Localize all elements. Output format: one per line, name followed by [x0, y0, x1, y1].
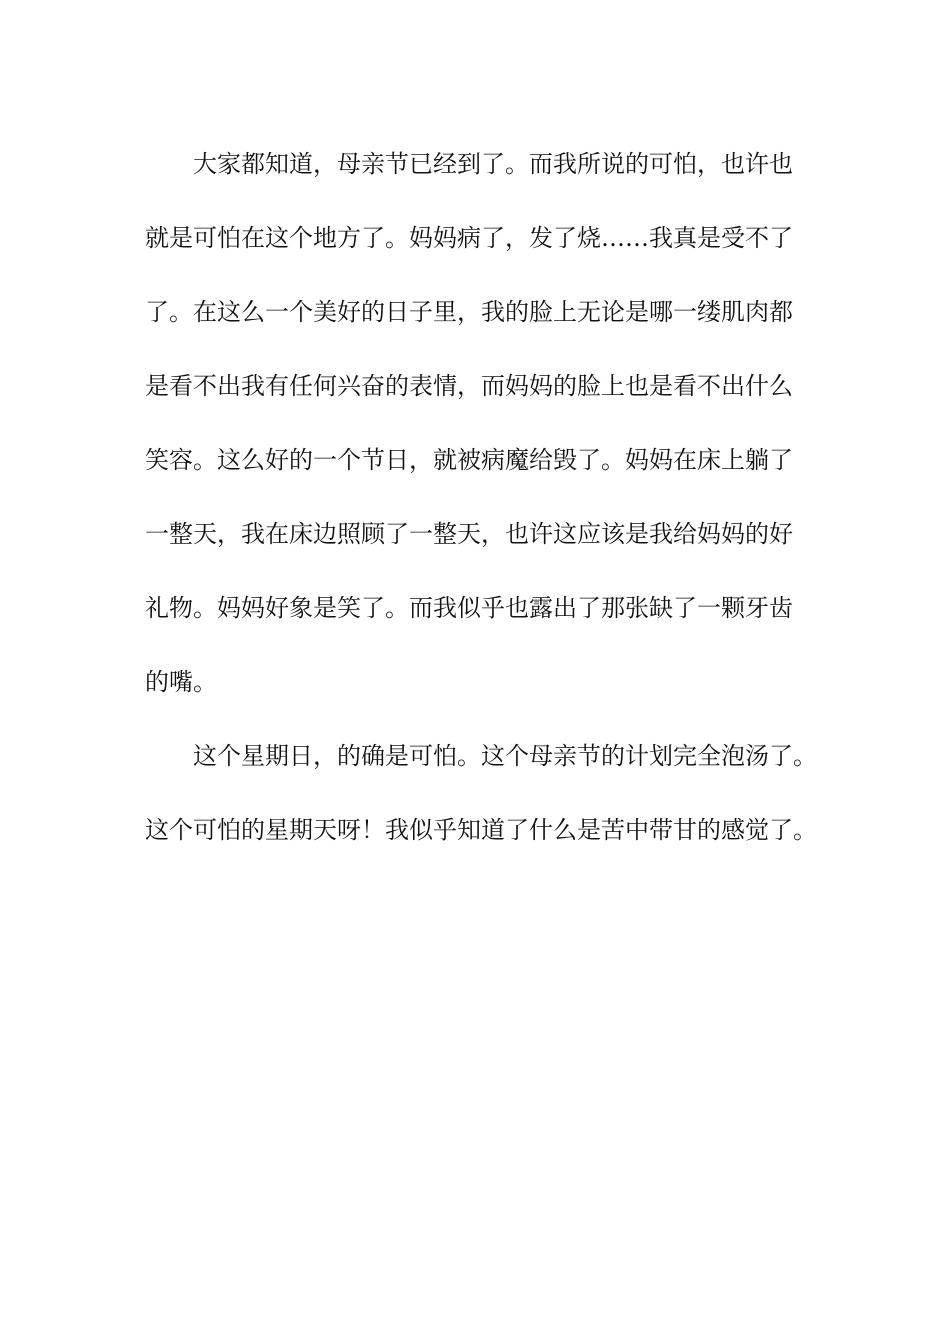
paragraph-2-line-1: 这个星期日，的确是可怕。这个母亲节的计划完全泡汤了。 — [193, 742, 817, 770]
paragraph-1-line-5: 笑容。这么好的一个节日，就被病魔给毁了。妈妈在床上躺了 — [145, 446, 793, 474]
paragraph-2-line-2: 这个可怕的星期天呀！我似乎知道了什么是苦中带甘的感觉了。 — [145, 816, 817, 844]
paragraph-1-line-8: 的嘴。 — [145, 668, 217, 696]
paragraph-2 — [145, 719, 825, 867]
paragraph-1 — [145, 127, 825, 719]
paragraph-1-line-1: 大家都知道，母亲节已经到了。而我所说的可怕，也许也 — [193, 150, 793, 178]
paragraph-1-line-7: 礼物。妈妈好象是笑了。而我似乎也露出了那张缺了一颗牙齿 — [145, 594, 793, 622]
document-body — [145, 127, 825, 867]
paragraph-1-line-6: 一整天，我在床边照顾了一整天，也许这应该是我给妈妈的好 — [145, 520, 793, 548]
paragraph-1-line-3: 了。在这么一个美好的日子里，我的脸上无论是哪一缕肌肉都 — [145, 298, 793, 326]
paragraph-1-line-4: 是看不出我有任何兴奋的表情，而妈妈的脸上也是看不出什么 — [145, 372, 793, 400]
paragraph-1-line-2: 就是可怕在这个地方了。妈妈病了，发了烧……我真是受不了 — [145, 224, 793, 252]
